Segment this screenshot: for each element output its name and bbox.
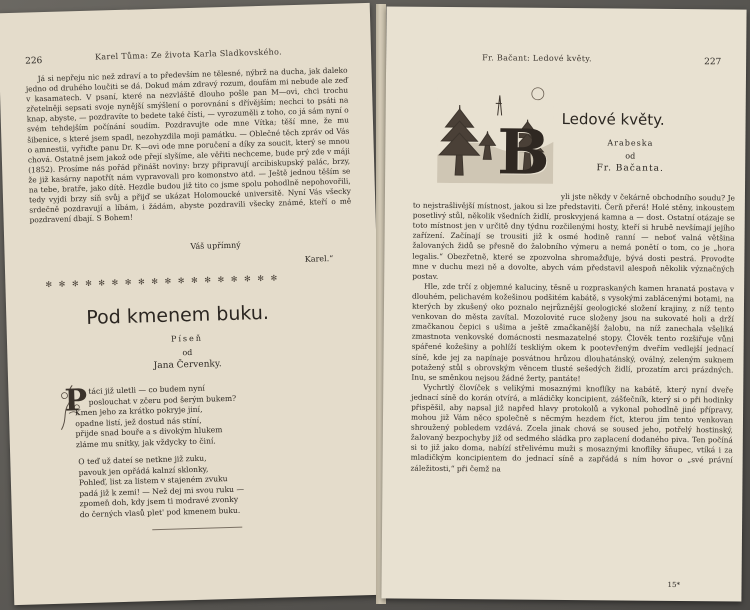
- poem-line: padá již k zemi! — Než dej mi svou ruku —: [79, 484, 245, 499]
- poem-line: opadne listí, jež dostud nás stíní,: [75, 415, 202, 429]
- poem-line: Kmen jeho za krátko pokryje jiní,: [74, 404, 203, 418]
- section-ornament: ✻ ✻ ✻ ✻ ✻ ✻ ✻ ✻ ✻ ✻ ✻ ✻ ✻ ✻ ✻ ✻ ✻ ✻: [45, 273, 280, 290]
- running-head: Fr. Bačant: Ledové květy.: [482, 53, 592, 64]
- story-author: Fr. Bačanta.: [596, 163, 664, 174]
- poem-line: poslouchat v zčeru pod šerým bukem?: [88, 393, 237, 407]
- poem-subtitle: Píseň: [170, 333, 204, 344]
- poem-by: od: [182, 348, 193, 358]
- poem-line: O teď už dateí se netkne již zuku,: [78, 453, 207, 467]
- right-page: [381, 6, 746, 601]
- poem-author: Jana Červenky.: [153, 359, 222, 372]
- poem-line: zláme mu snítky, jak vždycky to činí.: [75, 436, 216, 450]
- page-number: 226: [25, 56, 43, 67]
- poem-stanza-2: [78, 453, 245, 521]
- poem-line: táci již uletli — co budem nyní: [88, 383, 205, 396]
- poem-title: Pod kmenem buku.: [86, 301, 270, 329]
- story-paragraph: yli jste někdy v čekárně obchodního soudu? Je to nejstrašlivější místnost, jakou si lze představiti. Čerň přerá! Holé stěny, inkoustem posetlivý stůl, několik všedních židlí, proskvyjená kamna a — dost. Ostatní otázaje se toto místnost jen v určitě dny týdnu rozčilenými hosty, kteří si hrubě nevšímají jejího zařízení. Začínají se trousiti již k osmé hodině ranní — neboť valná většina žalovaných židů se přesně do žalobního výmeru a nemá ponětí o tom, co je „hora legalis.“ Obezřetně, které se zpozvolna shromažďuje, bývá dosti pestrá. Provodte mne v duchu mezi ně a dovolte, abych vám představil alespoň několik význačných postav.: [412, 191, 735, 281]
- story-paragraph: Vychrtlý človíček s velikými mosaznými knoflíky na kabátě, který nyní dveře jednací síně do korán otvírá, a mládičky koncipient, zášťečník, který si o při hodinky přispěšil, aby napsal již napřed hlavy protokolů a vykonal pohodlně jiné přípravy, mohou již Vám něco společně s něcmým hezdem říct, kterou jím tento venkovan shroužený pobledem vzdává. Zcela jinak chová se soused jeho, potřelý hostinský, žalovaný bezpochyby již od sedmého sládka pro zaplacení dodaného piva. Ten počíná si to již jako doma, nabízí střelivému muži s mosaznými knoflíky šňupec, vtíká i za mladičkým koncipientem do jednací síně a zapřádá s ním hovor o „své právní záležitosti,“ při čemž na: [410, 382, 734, 473]
- letter-paragraph: Já si nepřeju nic než zdraví a to především ne tělesné, nýbrž na ducha, jak daleko jedno od druhého loučiti se dá. Dokud mám zdravý rozum, doufám mi nebude ale zeď v kasamatech. V psaní, které na nezvláště dlouho pošle pan M—ovi, chci trochu zřetelněji sepsati svoje nynější smýšlení o porovnání s dřívějším; nechci to psáti na knap, abyste, — pozdravíte to bedete také čísti, — vyrozuměli z toho, co já sám nyní o svém tehdejším počínání soudím. Pozdravujte ode mne Vítka; těší mne, že mu šibenice, s které jsem spadl, nezohyzdila moji památku. — Oblečné těch zpráv od Vás o amnestii, vyřiďte panu Dr. K—ovi ode mne poručení a díky za soucit, který se mnou chová. Ostatně jsem jakož ode přejí slyšíme, ale věřiti nechceme, bude prý zde v máji (1852). Prosíme nás pořád přinášt noviny: brzy připravují arcibiskupský palác, brzy, že již kasárny napotřít nám vypravovali pro komonstvo atd. — Ještě jednou těším se na tebe, bratře, jako dítě. Hezdle budou již tito co jsme spolu pohodlně nepohovořili, tedy vyjdi brzy síň svůj a přijď se ukázat Holomoucké universitě. Nyní Vás všecky srdečně pozdravují a líbám, i žádám, abyste pozdravili všecky známé, kteří o mě pozdravení dbají. S Bohem!: [25, 65, 352, 225]
- poem-stanza-1: [74, 383, 237, 451]
- running-head: Karel Tůma: Ze života Karla Sladkovského.: [94, 47, 282, 62]
- poem-dropcap: P: [64, 382, 88, 419]
- story-title: Ledové květy.: [561, 109, 665, 129]
- signature-mark: 15*: [667, 580, 681, 590]
- poem-line: zpomeň doh, kdy jsem ti modravé zvonky: [79, 495, 239, 509]
- poem-line: pavouk jen opřádá kalnzí sklonky,: [78, 464, 209, 477]
- poem-line: do černých vlasů plet' pod kmenem buku.: [79, 505, 241, 520]
- letter-closing: Váš upřímný: [190, 240, 241, 252]
- letter-signature: Karel.“: [304, 254, 334, 264]
- left-page: [0, 3, 386, 605]
- story-by: od: [625, 151, 636, 161]
- letter-text: [26, 66, 352, 226]
- page-number: 227: [704, 57, 722, 68]
- poem-line: Pohleď, list za listem v stajeném zvuku: [78, 474, 228, 488]
- story-genre: Arabeska: [607, 138, 654, 148]
- story-text: [411, 191, 735, 476]
- chapter-dropcap: B: [497, 115, 551, 189]
- story-paragraph: Hle, zde trčí z objemné kaluciny, těsně u rozpraskaných kamen hranatá postava v dlouhém, pelichavém kožešinou podšitém kabátě, s vysokými zablácenými botami, na kterých by zkušený oko poznalo nejrůznější geologické složení krajiny, z níž tento venkovan do města zavítal. Mozolovité ruce složeny jsou na sukovaté holi a drží zmačkanou čepici s ušima a ještě zmačkanější žalobu, na níž zanechala všeliká zmastnota venkovské domácnosti nesmazatelné stopy. Člověk tento rozšiřuje vůni spářené kožešiny a pohlíží teskliým okem k pootevřeným dveřím vedlejší jednací síně, kde jej za napínaje posvátnou hrůzou dlouhatánský, oválný, zeleným suknem potažený stůl s obrovským věncem tlusté sešedých židlí, prozatím arci prázdných. Inu, se směnkou nejsou žádné žerty, pantáte!: [411, 281, 735, 383]
- end-rule: [152, 527, 242, 531]
- poem-line: přijde snad bouře a s divokým hlukem: [75, 425, 223, 439]
